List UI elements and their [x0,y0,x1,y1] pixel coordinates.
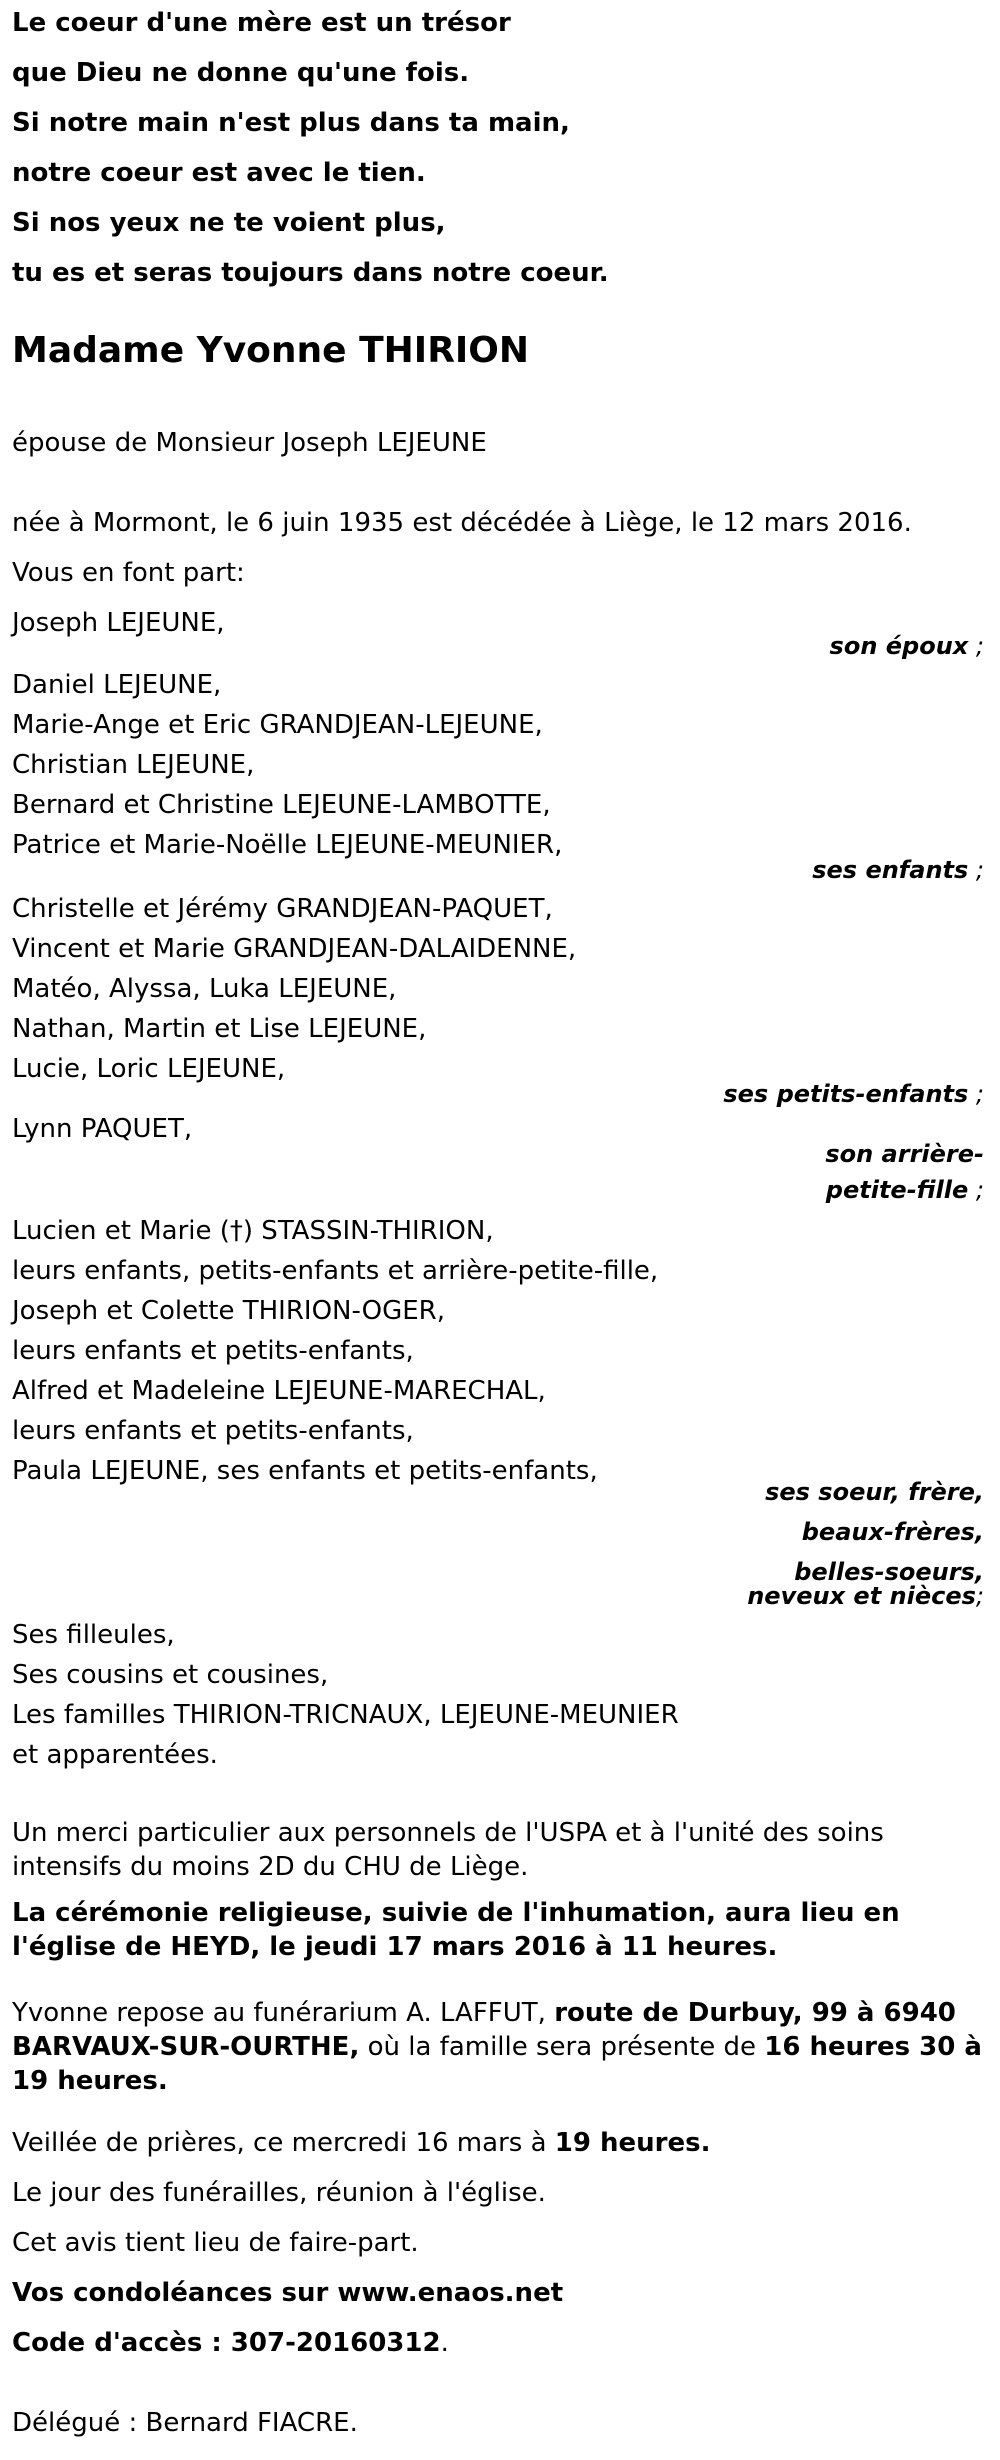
family-name: Christian LEJEUNE, [12,750,255,780]
delegate-line: Délégué : Bernard FIACRE. [12,2408,358,2438]
deceased-name: Madame Yvonne THIRION [12,330,530,371]
access-code-line: Code d'accès : 307-20160312. [12,2328,449,2358]
role-label: ses petits-enfants ; [723,1080,984,1108]
role-label: ses enfants ; [812,856,984,884]
family-name: Marie-Ange et Eric GRANDJEAN-LEJEUNE, [12,710,543,740]
ceremony-paragraph: La cérémonie religieuse, suivie de l'inhumation, aura lieu en l'église de HEYD, le jeudi 17 mars 2016 à 11 heures. [12,1898,900,1962]
family-name: Joseph et Colette THIRION-OGER, [12,1296,445,1326]
family-name: leurs enfants, petits-enfants et arrière-petite-fille, [12,1256,659,1286]
family-name: Lucien et Marie (†) STASSIN-THIRION, [12,1216,494,1246]
birth-death-line: née à Mormont, le 6 juin 1935 est décédée à Liège, le 12 mars 2016. [12,508,912,538]
notice-line: Cet avis tient lieu de faire-part. [12,2228,419,2258]
family-name: et apparentées. [12,1740,218,1770]
role-label: beaux-frères, [801,1518,984,1546]
family-name: Alfred et Madeleine LEJEUNE-MARECHAL, [12,1376,546,1406]
family-name: Bernard et Christine LEJEUNE-LAMBOTTE, [12,790,551,820]
role-label: neveux et nièces; [747,1582,984,1610]
family-name: leurs enfants et petits-enfants, [12,1416,414,1446]
poem-line: Le coeur d'une mère est un trésor [12,8,511,38]
funerarium-paragraph: Yvonne repose au funérarium A. LAFFUT, route de Durbuy, 99 à 6940 BARVAUX-SUR-OURTHE, où la famille sera présente de 16 heures 30 à 19 heures. [12,1998,982,2096]
poem-line: que Dieu ne donne qu'une fois. [12,58,470,88]
poem-line: notre coeur est avec le tien. [12,158,426,188]
family-name: Nathan, Martin et Lise LEJEUNE, [12,1014,427,1044]
vigil-line: Veillée de prières, ce mercredi 16 mars à 19 heures. [12,2128,711,2158]
poem-line: Si nos yeux ne te voient plus, [12,208,446,238]
thanks-paragraph: Un merci particulier aux personnels de l'USPA et à l'unité des soins intensifs du moins 2D du CHU de Liège. [12,1818,884,1882]
family-name: Matéo, Alyssa, Luka LEJEUNE, [12,974,397,1004]
poem-line: Si notre main n'est plus dans ta main, [12,108,570,138]
poem-line: tu es et seras toujours dans notre coeur. [12,258,609,288]
family-name: Patrice et Marie-Noëlle LEJEUNE-MEUNIER, [12,830,563,860]
family-name: Christelle et Jérémy GRANDJEAN-PAQUET, [12,894,553,924]
intro-line: Vous en font part: [12,558,245,588]
role-label: ses soeur, frère, [765,1478,984,1506]
role-label: son époux ; [829,632,984,660]
family-name: Ses cousins et cousines, [12,1660,329,1690]
family-name: Lucie, Loric LEJEUNE, [12,1054,286,1084]
role-label: belles-soeurs, [794,1558,984,1586]
family-name: Paula LEJEUNE, ses enfants et petits-enfants, [12,1456,598,1486]
family-name: leurs enfants et petits-enfants, [12,1336,414,1366]
spouse-line: épouse de Monsieur Joseph LEJEUNE [12,428,487,458]
family-name: Ses filleules, [12,1620,175,1650]
family-name: Les familles THIRION-TRICNAUX, LEJEUNE-MEUNIER [12,1700,679,1730]
family-name: Vincent et Marie GRANDJEAN-DALAIDENNE, [12,934,577,964]
family-name: Lynn PAQUET, [12,1114,193,1144]
role-label: petite-fille ; [825,1176,984,1204]
family-name: Joseph LEJEUNE, [12,608,225,638]
role-label: son arrière- [825,1140,984,1168]
family-name: Daniel LEJEUNE, [12,670,222,700]
condolences-line: Vos condoléances sur www.enaos.net [12,2278,564,2308]
meeting-line: Le jour des funérailles, réunion à l'église. [12,2178,546,2208]
